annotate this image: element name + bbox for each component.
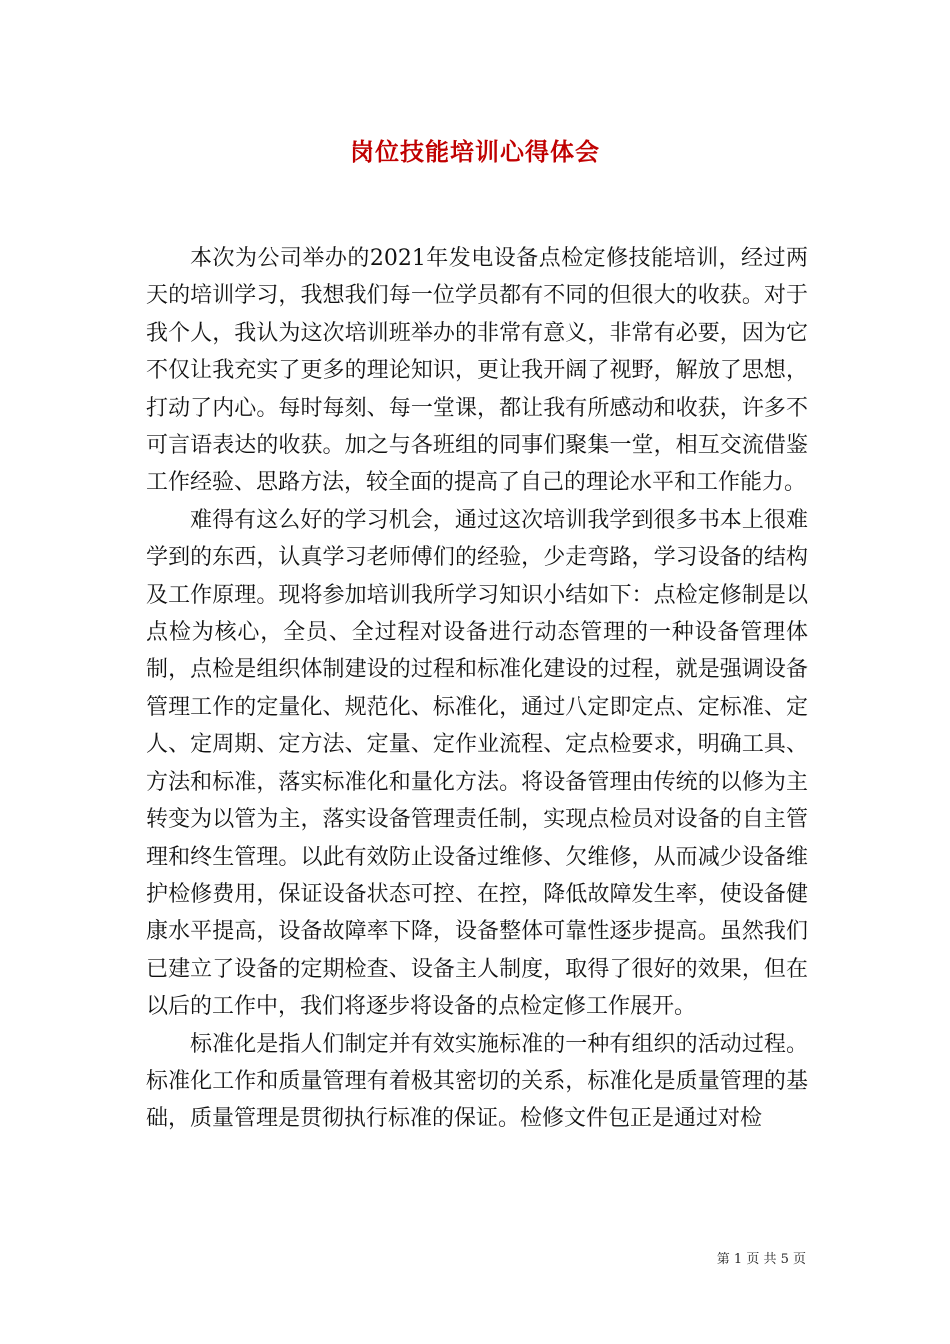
paragraph-1: 本次为公司举办的2021年发电设备点检定修技能培训，经过两天的培训学习，我想我们每一位学员都有不同的但很大的收获。对于我个人，我认为这次培训班举办的非常有意义，非常有必要，因为它不仅让我充实了更多的理论知识，更让我开阔了视野，解放了思想，打动了内心。每时每刻、每一堂课，都让我有所感动和收获，许多不可言语表达的收获。加之与各班组的同事们聚集一堂，相互交流借鉴工作经验、思路方法，较全面的提高了自己的理论水平和工作能力。: [146, 246, 808, 496]
page-number-footer: 第 1 页 共 5 页: [716, 1252, 806, 1267]
paragraph-2: 难得有这么好的学习机会，通过这次培训我学到很多书本上很难学到的东西，认真学习老师傅们的经验，少走弯路，学习设备的结构及工作原理。现将参加培训我所学习知识小结如下：点检定修制是以点检为核心，全员、全过程对设备进行动态管理的一种设备管理体制，点检是组织体制建设的过程和标准化建设的过程，就是强调设备管理工作的定量化、规范化、标准化，通过八定即定点、定标准、定人、定周期、定方法、定量、定作业流程、定点检要求，明确工具、方法和标准，落实标准化和量化方法。将设备管理由传统的以修为主转变为以管为主，落实设备管理责任制，实现点检员对设备的自主管理和终生管理。以此有效防止设备过维修、欠维修，从而减少设备维护检修费用，保证设备状态可控、在控，降低故障发生率，使设备健康水平提高，设备故障率下降，设备整体可靠性逐步提高。虽然我们已建立了设备的定期检查、设备主人制度，取得了很好的效果，但在以后的工作中，我们将逐步将设备的点检定修工作展开。: [146, 507, 808, 1020]
paragraph-3: 标准化是指人们制定并有效实施标准的一种有组织的活动过程。标准化工作和质量管理有着极其密切的关系，标准化是质量管理的基础，质量管理是贯彻执行标准的保证。检修文件包正是通过对检: [146, 1031, 808, 1132]
page-title: 岗位技能培训心得体会: [350, 137, 600, 166]
document-body: [146, 240, 808, 1138]
